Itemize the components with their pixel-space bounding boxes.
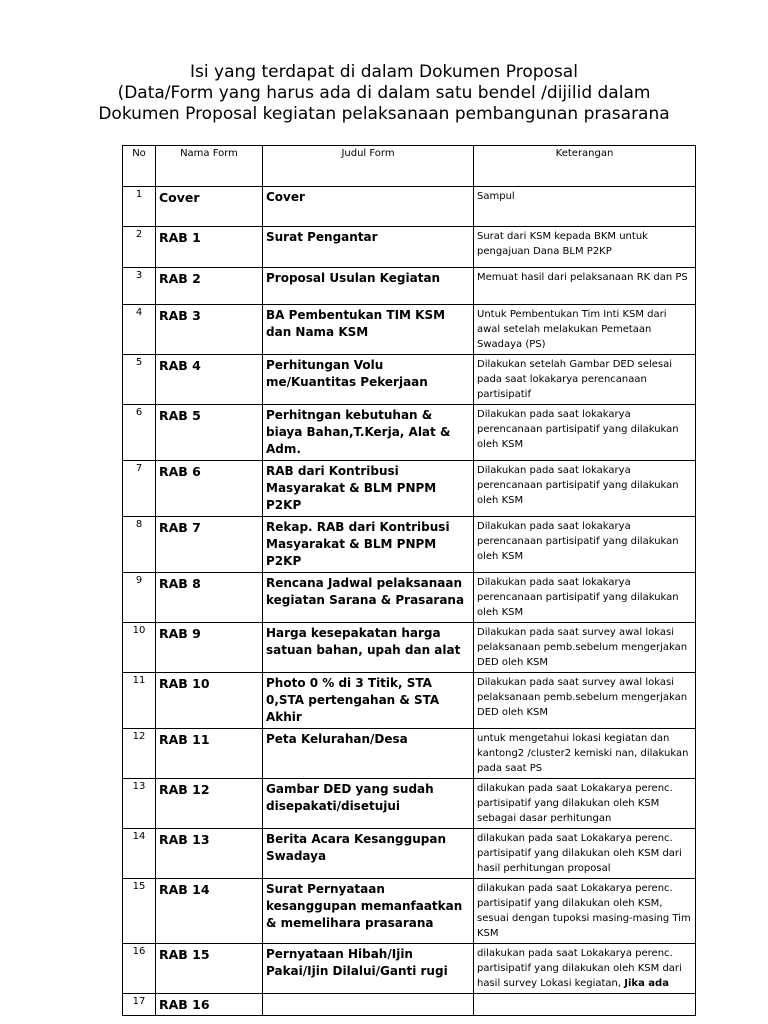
row-keterangan: Dilakukan pada saat lokakarya perencanaan partisipatif yang dilakukan oleh KSM	[474, 517, 696, 573]
row-judul-form: BA Pembentukan TIM KSM dan Nama KSM	[263, 305, 474, 355]
row-no: 12	[123, 729, 156, 779]
table-row	[123, 187, 696, 227]
proposal-form-table	[122, 145, 696, 1016]
table-row	[123, 944, 696, 994]
row-keterangan: Sampul	[474, 187, 696, 227]
title-line-3: Dokumen Proposal kegiatan pelaksanaan pembangunan prasarana	[98, 104, 670, 124]
table-row	[123, 517, 696, 573]
row-judul-form	[263, 994, 474, 1016]
table-row	[123, 779, 696, 829]
row-keterangan: dilakukan pada saat Lokakarya perenc. partisipatif yang dilakukan oleh KSM sebagai dasar perhitungan	[474, 779, 696, 829]
row-judul-form: Pernyataan Hibah/Ijin Pakai/Ijin Dilalui/Ganti rugi	[263, 944, 474, 994]
row-judul-form: Rencana Jadwal pelaksanaan kegiatan Sarana & Prasarana	[263, 573, 474, 623]
table-row	[123, 268, 696, 305]
row-no: 9	[123, 573, 156, 623]
table-row	[123, 227, 696, 268]
row-nama-form: Cover	[156, 187, 263, 227]
row-nama-form: RAB 16	[156, 994, 263, 1016]
row-keterangan: Dilakukan pada saat survey awal lokasi pelaksanaan pemb.sebelum mengerjakan DED oleh KSM	[474, 623, 696, 673]
title-line-2: (Data/Form yang harus ada di dalam satu bendel /dijilid dalam	[117, 83, 651, 103]
table-row	[123, 461, 696, 517]
row-no: 3	[123, 268, 156, 305]
row-keterangan	[474, 944, 696, 994]
row-judul-form: Proposal Usulan Kegiatan	[263, 268, 474, 305]
row-judul-form: RAB dari Kontribusi Masyarakat & BLM PNPM P2KP	[263, 461, 474, 517]
row-nama-form: RAB 9	[156, 623, 263, 673]
row-no: 5	[123, 355, 156, 405]
row-nama-form: RAB 12	[156, 779, 263, 829]
row-judul-form: Perhitungan Volu me/Kuantitas Pekerjaan	[263, 355, 474, 405]
row-nama-form: RAB 14	[156, 879, 263, 944]
row-keterangan-emphasis: Jika ada	[624, 978, 669, 989]
title-line-1: Isi yang terdapat di dalam Dokumen Proposal	[190, 62, 578, 82]
row-no: 11	[123, 673, 156, 729]
row-no: 6	[123, 405, 156, 461]
row-judul-form: Rekap. RAB dari Kontribusi Masyarakat & BLM PNPM P2KP	[263, 517, 474, 573]
header-no: No	[123, 146, 156, 187]
row-no: 14	[123, 829, 156, 879]
row-nama-form: RAB 11	[156, 729, 263, 779]
row-nama-form: RAB 7	[156, 517, 263, 573]
header-keterangan: Keterangan	[474, 146, 696, 187]
table-row	[123, 994, 696, 1016]
row-no: 10	[123, 623, 156, 673]
row-nama-form: RAB 4	[156, 355, 263, 405]
row-no: 7	[123, 461, 156, 517]
table-row	[123, 405, 696, 461]
table-row	[123, 573, 696, 623]
table-row	[123, 829, 696, 879]
row-nama-form: RAB 6	[156, 461, 263, 517]
header-nama-form: Nama Form	[156, 146, 263, 187]
row-keterangan: untuk mengetahui lokasi kegiatan dan kantong2 /cluster2 kemiski nan, dilakukan pada saat PS	[474, 729, 696, 779]
row-judul-form: Berita Acara Kesanggupan Swadaya	[263, 829, 474, 879]
row-keterangan: dilakukan pada saat Lokakarya perenc. partisipatif yang dilakukan oleh KSM dari hasil perhitungan proposal	[474, 829, 696, 879]
row-keterangan: Dilakukan pada saat lokakarya perencanaan partisipatif yang dilakukan oleh KSM	[474, 573, 696, 623]
row-nama-form: RAB 3	[156, 305, 263, 355]
row-keterangan: Memuat hasil dari pelaksanaan RK dan PS	[474, 268, 696, 305]
row-nama-form: RAB 13	[156, 829, 263, 879]
row-no: 2	[123, 227, 156, 268]
row-nama-form: RAB 15	[156, 944, 263, 994]
row-keterangan	[474, 994, 696, 1016]
table-row	[123, 673, 696, 729]
row-nama-form: RAB 10	[156, 673, 263, 729]
row-nama-form: RAB 5	[156, 405, 263, 461]
row-nama-form: RAB 8	[156, 573, 263, 623]
row-keterangan: Dilakukan pada saat lokakarya perencanaan partisipatif yang dilakukan oleh KSM	[474, 405, 696, 461]
row-no: 16	[123, 944, 156, 994]
row-judul-form: Surat Pernyataan kesanggupan memanfaatkan & memelihara prasarana	[263, 879, 474, 944]
table-header-row	[123, 146, 696, 187]
row-keterangan-text: dilakukan pada saat Lokakarya perenc. partisipatif yang dilakukan oleh KSM dari hasil survey Lokasi kegiatan,	[477, 948, 682, 989]
row-judul-form: Photo 0 % di 3 Titik, STA 0,STA pertengahan & STA Akhir	[263, 673, 474, 729]
row-keterangan: Dilakukan setelah Gambar DED selesai pada saat lokakarya perencanaan partisipatif	[474, 355, 696, 405]
row-no: 8	[123, 517, 156, 573]
table-row	[123, 729, 696, 779]
table-row	[123, 355, 696, 405]
table-row	[123, 879, 696, 944]
table-row	[123, 305, 696, 355]
row-keterangan: Dilakukan pada saat lokakarya perencanaan partisipatif yang dilakukan oleh KSM	[474, 461, 696, 517]
row-keterangan: Surat dari KSM kepada BKM untuk pengajuan Dana BLM P2KP	[474, 227, 696, 268]
row-no: 17	[123, 994, 156, 1016]
row-no: 4	[123, 305, 156, 355]
row-judul-form: Gambar DED yang sudah disepakati/disetujui	[263, 779, 474, 829]
row-keterangan: Dilakukan pada saat survey awal lokasi pelaksanaan pemb.sebelum mengerjakan DED oleh KSM	[474, 673, 696, 729]
row-judul-form: Harga kesepakatan harga satuan bahan, upah dan alat	[263, 623, 474, 673]
row-judul-form: Perhitngan kebutuhan & biaya Bahan,T.Kerja, Alat & Adm.	[263, 405, 474, 461]
row-judul-form: Surat Pengantar	[263, 227, 474, 268]
row-nama-form: RAB 2	[156, 268, 263, 305]
header-judul-form: Judul Form	[263, 146, 474, 187]
table-row	[123, 623, 696, 673]
row-judul-form: Peta Kelurahan/Desa	[263, 729, 474, 779]
row-no: 1	[123, 187, 156, 227]
row-nama-form: RAB 1	[156, 227, 263, 268]
row-no: 13	[123, 779, 156, 829]
row-no: 15	[123, 879, 156, 944]
row-judul-form: Cover	[263, 187, 474, 227]
document-title	[0, 62, 768, 125]
row-keterangan: Untuk Pembentukan Tim Inti KSM dari awal setelah melakukan Pemetaan Swadaya (PS)	[474, 305, 696, 355]
row-keterangan: dilakukan pada saat Lokakarya perenc. partisipatif yang dilakukan oleh KSM, sesuai dengan tupoksi masing-masing Tim KSM	[474, 879, 696, 944]
